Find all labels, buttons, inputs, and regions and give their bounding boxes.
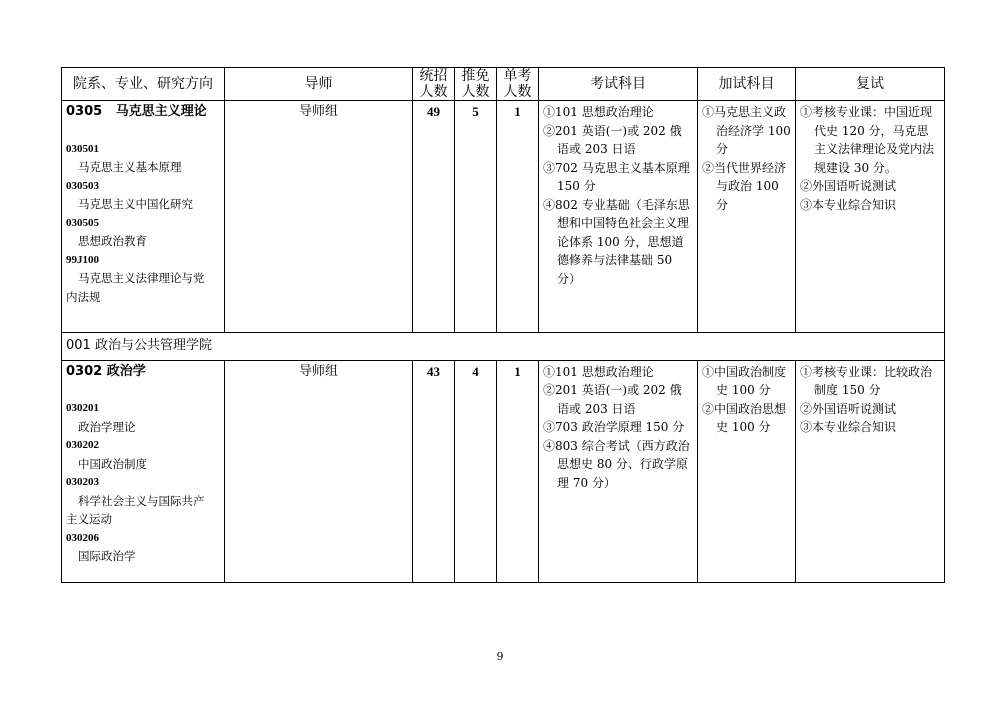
- retest-item: ②外国语听说测试: [800, 401, 897, 416]
- extra-item: ①中国政治制度史 100 分: [702, 364, 787, 397]
- advisor-cell: 导师组: [225, 101, 413, 333]
- header-extra: 加试科目: [698, 68, 796, 101]
- exam-item: ③702 马克思主义基本原理 150 分: [543, 160, 690, 193]
- major-cell: [62, 101, 225, 333]
- direction-name: 科学社会主义与国际共产: [78, 493, 205, 508]
- exam-item: ③703 政治学原理 150 分: [543, 420, 685, 434]
- table-header-row: [62, 68, 945, 101]
- direction-code: 030505: [66, 216, 99, 229]
- exam-item: ④802 专业基础（毛泽东思想和中国特色社会主义理论体系 100 分，思想道德修养与法律基础 50 分）: [543, 197, 690, 286]
- direction-name: 马克思主义中国化研究: [78, 197, 193, 211]
- retest: [796, 360, 945, 582]
- table-row: [62, 101, 945, 333]
- header-recommended: 推免 人数: [455, 68, 497, 101]
- retest-item: ①考核专业课：中国近现代史 120 分，马克思主义法律理论及党内法规建设 30 分。: [800, 105, 935, 175]
- direction-code: 030501: [66, 142, 99, 155]
- direction-name-cont: 主义运动: [66, 512, 112, 526]
- enrollment-table: [61, 67, 945, 583]
- exam-item: ②201 英语(一)或 202 俄语或 203 日语: [543, 383, 682, 416]
- direction-code: 030206: [66, 531, 99, 544]
- retest-item: ③本专业综合知识: [800, 197, 897, 212]
- recommended-count: 4: [455, 360, 497, 582]
- direction-code: 99J100: [66, 253, 99, 266]
- separate-count: 1: [497, 101, 539, 333]
- direction-code: 030202: [66, 439, 99, 451]
- recommended-count: 5: [455, 101, 497, 333]
- extra-item: ②当代世界经济与政治 100 分: [702, 160, 787, 212]
- unified-count: 49: [413, 101, 455, 333]
- direction-name: 思想政治教育: [78, 234, 147, 248]
- exam-item: ④803 综合考试（西方政治思想史 80 分、行政学原理 70 分）: [543, 438, 690, 490]
- header-retest: 复试: [796, 68, 945, 101]
- exam-item: ②201 英语(一)或 202 俄语或 203 日语: [543, 123, 682, 156]
- advisor-cell: 导师组: [225, 360, 413, 582]
- exam-item: ①101 思想政治理论: [543, 364, 654, 379]
- direction-code: 030203: [66, 476, 99, 488]
- extra-item: ②中国政治思想史 100 分: [702, 401, 787, 434]
- extra-subjects: [698, 101, 796, 333]
- major-title: 0302 政治学: [66, 363, 146, 379]
- retest-item: ③本专业综合知识: [800, 420, 897, 434]
- section-title: 001 政治与公共管理学院: [62, 333, 945, 361]
- page-number: 9: [496, 650, 504, 663]
- separate-count: 1: [497, 360, 539, 582]
- header-department: 院系、专业、研究方向: [62, 68, 225, 101]
- direction-name: 国际政治学: [78, 549, 136, 563]
- major-cell: [62, 360, 225, 582]
- direction-name-cont: 内法规: [66, 289, 101, 304]
- extra-item: ①马克思主义政治经济学 100 分: [702, 105, 791, 156]
- header-advisor: 导师: [225, 68, 413, 101]
- header-exams: 考试科目: [539, 68, 698, 101]
- section-row: [62, 333, 945, 361]
- exam-subjects: [539, 101, 698, 333]
- exam-item: ①101 思想政治理论: [543, 105, 654, 119]
- exam-subjects: [539, 360, 698, 582]
- retest: [796, 101, 945, 333]
- direction-name: 中国政治制度: [78, 456, 147, 471]
- direction-code: 030503: [66, 179, 99, 192]
- unified-count: 43: [413, 360, 455, 582]
- major-title: 0305 马克思主义理论: [66, 104, 207, 119]
- direction-name: 马克思主义基本原理: [78, 160, 182, 174]
- table-row: [62, 360, 945, 582]
- direction-name: 马克思主义法律理论与党: [78, 271, 205, 285]
- header-unified: 统招 人数: [413, 68, 455, 101]
- retest-item: ①考核专业课：比较政治制度 150 分: [800, 364, 933, 397]
- direction-name: 政治学理论: [78, 419, 136, 434]
- header-separate: 单考 人数: [497, 68, 539, 101]
- direction-code: 030201: [66, 402, 99, 414]
- extra-subjects: [698, 360, 796, 582]
- retest-item: ②外国语听说测试: [800, 179, 897, 193]
